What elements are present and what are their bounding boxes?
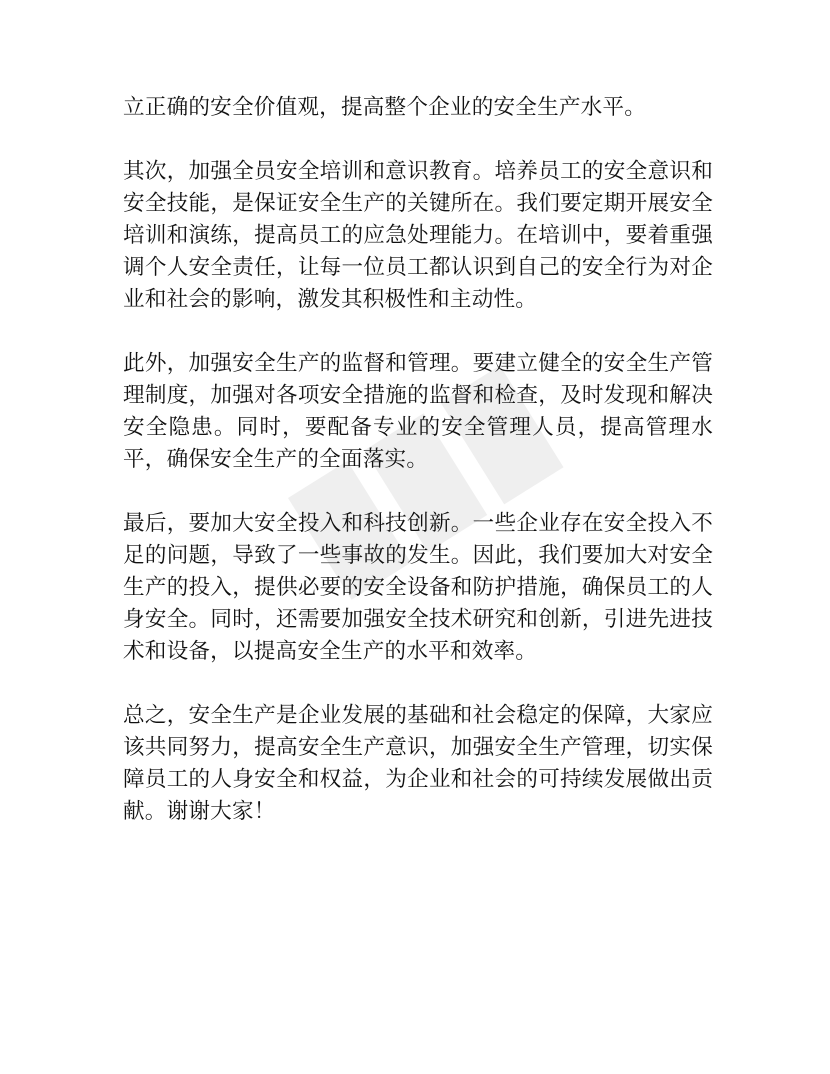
paragraph-1: 立正确的安全价值观，提高整个企业的安全生产水平。 xyxy=(123,95,647,120)
paragraph-2: 其次，加强全员安全培训和意识教育。培养员工的安全意识和安全技能，是保证安全生产的关键所在。我们要定期开展安全培训和演练，提高员工的应急处理能力。在培训中，要着重强调个人安全责任，让每一位员工都认识到自己的安全行为对企业和社会的影响，激发其积极性和主动性。 xyxy=(123,159,713,312)
paragraph-5: 总之，安全生产是企业发展的基础和社会稳定的保障，大家应该共同努力，提高安全生产意识，加强安全生产管理，切实保障员工的人身安全和权益，为企业和社会的可持续发展做出贡献。谢谢大家！ xyxy=(123,703,713,824)
document-body xyxy=(123,92,713,860)
paragraph-3: 此外，加强安全生产的监督和管理。要建立健全的安全生产管理制度，加强对各项安全措施的监督和检查，及时发现和解决安全隐患。同时，要配备专业的安全管理人员，提高管理水平，确保安全生产的全面落实。 xyxy=(123,351,713,472)
paragraph-4: 最后，要加大安全投入和科技创新。一些企业存在安全投入不足的问题，导致了一些事故的发生。因此，我们要加大对安全生产的投入，提供必要的安全设备和防护措施，确保员工的人身安全。同时，还需要加强安全技术研究和创新，引进先进技术和设备，以提高安全生产的水平和效率。 xyxy=(123,511,713,664)
